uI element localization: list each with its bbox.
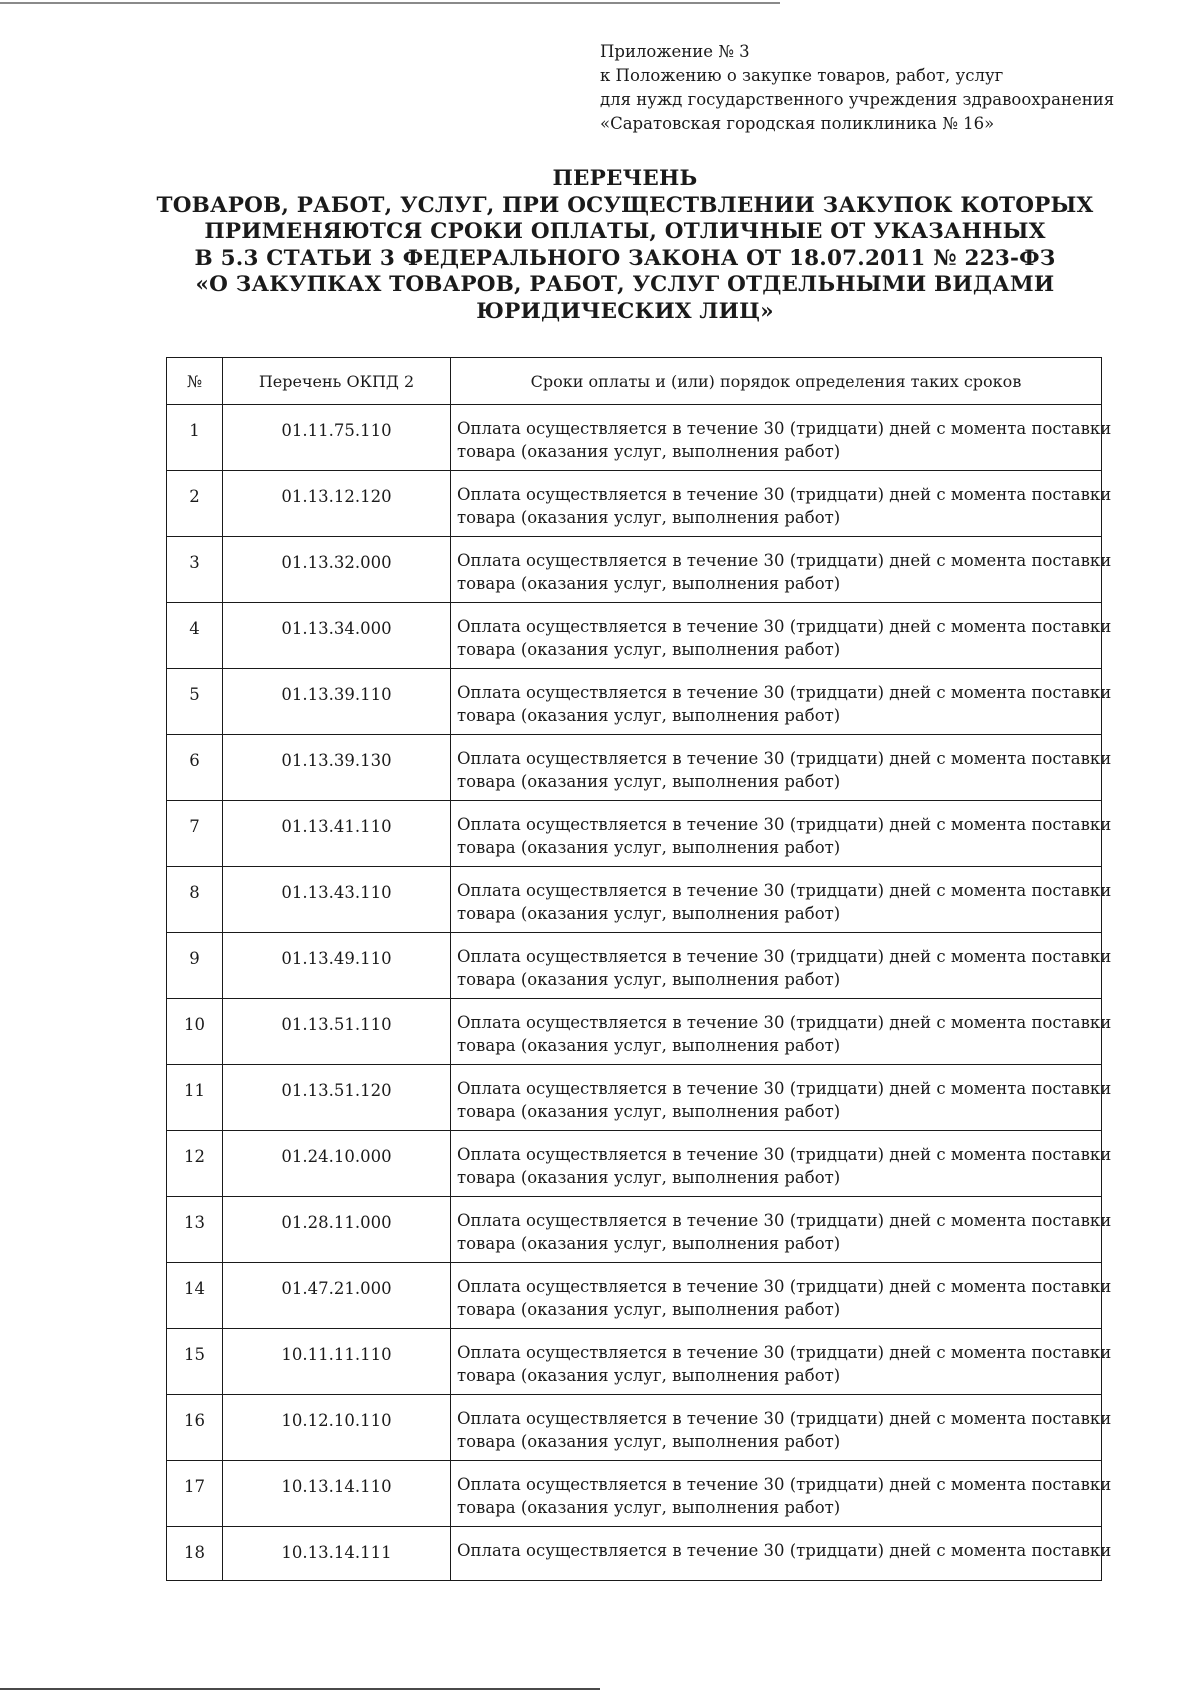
table-row [167, 1263, 1102, 1329]
payment-terms-line: Оплата осуществляется в течение 30 (тридцати) дней с момента поставки [457, 617, 1112, 636]
header-number: № [167, 358, 223, 405]
payment-terms-line: Оплата осуществляется в течение 30 (тридцати) дней с момента поставки [457, 947, 1112, 966]
row-number: 4 [167, 603, 223, 669]
payment-terms-line: Оплата осуществляется в течение 30 (тридцати) дней с момента поставки [457, 1409, 1112, 1428]
payment-terms-line: товара (оказания услуг, выполнения работ) [457, 772, 841, 791]
table-row [167, 1197, 1102, 1263]
payment-terms [451, 933, 1112, 999]
okpd-code: 01.13.34.000 [223, 603, 451, 669]
table-row [167, 867, 1102, 933]
appendix-line: к Положению о закупке товаров, работ, услуг [600, 66, 1004, 85]
okpd-code: 01.13.51.110 [223, 999, 451, 1065]
okpd-code: 01.13.41.110 [223, 801, 451, 867]
table-row [167, 1065, 1102, 1131]
payment-terms-line: Оплата осуществляется в течение 30 (тридцати) дней с момента поставки [457, 419, 1112, 438]
payment-terms-line: Оплата осуществляется в течение 30 (тридцати) дней с момента поставки [457, 683, 1112, 702]
payment-terms-line: товара (оказания услуг, выполнения работ) [457, 508, 841, 527]
payment-terms [451, 735, 1112, 801]
payment-terms-line: Оплата осуществляется в течение 30 (тридцати) дней с момента поставки [457, 815, 1112, 834]
table-header-row [167, 358, 1102, 405]
table-row [167, 669, 1102, 735]
okpd-code: 01.47.21.000 [223, 1263, 451, 1329]
table-body [167, 405, 1112, 1581]
table-row [167, 1461, 1102, 1527]
appendix-line: «Саратовская городская поликлиника № 16» [600, 114, 995, 133]
payment-terms [451, 1197, 1112, 1263]
appendix-line: для нужд государственного учреждения здравоохранения [600, 90, 1115, 109]
payment-terms-line: товара (оказания услуг, выполнения работ) [457, 442, 841, 461]
okpd-code: 10.13.14.111 [223, 1527, 451, 1581]
table-row [167, 1131, 1102, 1197]
title-line: ПЕРЕЧЕНЬ [552, 166, 698, 191]
payment-terms-line: Оплата осуществляется в течение 30 (тридцати) дней с момента поставки [457, 1277, 1112, 1296]
payment-terms-line: Оплата осуществляется в течение 30 (тридцати) дней с момента поставки [457, 1145, 1112, 1164]
document-title [150, 166, 1100, 325]
payment-terms-line: товара (оказания услуг, выполнения работ) [457, 1168, 841, 1187]
table-row [167, 1395, 1102, 1461]
row-number: 11 [167, 1065, 223, 1131]
row-number: 8 [167, 867, 223, 933]
title-line: В 5.3 СТАТЬИ 3 ФЕДЕРАЛЬНОГО ЗАКОНА ОТ 18.07.2011 № 223-ФЗ [194, 245, 1056, 271]
row-number: 2 [167, 471, 223, 537]
payment-terms-line: Оплата осуществляется в течение 30 (тридцати) дней с момента поставки [457, 881, 1112, 900]
okpd-code: 01.13.43.110 [223, 867, 451, 933]
payment-terms [451, 999, 1112, 1065]
okpd-code: 01.13.39.130 [223, 735, 451, 801]
table-row [167, 735, 1102, 801]
payment-terms-line: товара (оказания услуг, выполнения работ) [457, 1036, 841, 1055]
payment-terms [451, 1329, 1112, 1395]
header-okpd-code: Перечень ОКПД 2 [223, 358, 451, 405]
payment-terms-line: товара (оказания услуг, выполнения работ) [457, 904, 841, 923]
okpd-code: 01.28.11.000 [223, 1197, 451, 1263]
payment-terms [451, 471, 1112, 537]
payment-terms-line: товара (оказания услуг, выполнения работ) [457, 970, 841, 989]
payment-terms-line: Оплата осуществляется в течение 30 (тридцати) дней с момента поставки [457, 1475, 1112, 1494]
payment-terms [451, 801, 1112, 867]
okpd-code: 01.13.39.110 [223, 669, 451, 735]
row-number: 3 [167, 537, 223, 603]
okpd-table [166, 357, 1112, 1581]
row-number: 9 [167, 933, 223, 999]
okpd-code: 01.13.51.120 [223, 1065, 451, 1131]
payment-terms [451, 867, 1112, 933]
row-number: 15 [167, 1329, 223, 1395]
row-number: 1 [167, 405, 223, 471]
row-number: 6 [167, 735, 223, 801]
payment-terms-line: товара (оказания услуг, выполнения работ) [457, 640, 841, 659]
table-row [167, 405, 1102, 471]
okpd-code: 01.13.12.120 [223, 471, 451, 537]
payment-terms-line: товара (оказания услуг, выполнения работ) [457, 838, 841, 857]
table-row [167, 537, 1102, 603]
okpd-code: 10.12.10.110 [223, 1395, 451, 1461]
title-line: ТОВАРОВ, РАБОТ, УСЛУГ, ПРИ ОСУЩЕСТВЛЕНИИ ЗАКУПОК КОТОРЫХ [156, 192, 1094, 218]
title-line: ЮРИДИЧЕСКИХ ЛИЦ» [476, 298, 774, 324]
appendix-line: Приложение № 3 [600, 42, 750, 61]
payment-terms [451, 405, 1112, 471]
row-number: 13 [167, 1197, 223, 1263]
payment-terms [451, 1527, 1112, 1581]
okpd-code: 01.13.32.000 [223, 537, 451, 603]
payment-terms-line: товара (оказания услуг, выполнения работ) [457, 1102, 841, 1121]
payment-terms-line: Оплата осуществляется в течение 30 (тридцати) дней с момента поставки [457, 749, 1112, 768]
okpd-code: 10.13.14.110 [223, 1461, 451, 1527]
title-line: «О ЗАКУПКАХ ТОВАРОВ, РАБОТ, УСЛУГ ОТДЕЛЬНЫМИ ВИДАМИ [195, 272, 1055, 297]
payment-terms [451, 603, 1112, 669]
payment-terms-line: Оплата осуществляется в течение 30 (тридцати) дней с момента поставки [457, 551, 1112, 570]
table-row [167, 471, 1102, 537]
payment-terms [451, 669, 1112, 735]
table-row [167, 1527, 1102, 1581]
payment-terms [451, 1131, 1112, 1197]
payment-terms [451, 1263, 1112, 1329]
table-row [167, 603, 1102, 669]
row-number: 14 [167, 1263, 223, 1329]
payment-terms-line: товара (оказания услуг, выполнения работ) [457, 1300, 841, 1319]
okpd-code: 01.11.75.110 [223, 405, 451, 471]
payment-terms-line: Оплата осуществляется в течение 30 (тридцати) дней с момента поставки [457, 1343, 1112, 1362]
header-payment-terms: Сроки оплаты и (или) порядок определения таких сроков [451, 358, 1102, 405]
table-row [167, 1329, 1102, 1395]
row-number: 17 [167, 1461, 223, 1527]
row-number: 7 [167, 801, 223, 867]
table-row [167, 801, 1102, 867]
okpd-code: 01.24.10.000 [223, 1131, 451, 1197]
payment-terms-line: Оплата осуществляется в течение 30 (тридцати) дней с момента поставки [457, 1013, 1112, 1032]
payment-terms-line: Оплата осуществляется в течение 30 (тридцати) дней с момента поставки [457, 1079, 1112, 1098]
row-number: 5 [167, 669, 223, 735]
okpd-code: 10.11.11.110 [223, 1329, 451, 1395]
payment-terms [451, 1395, 1112, 1461]
payment-terms-line: товара (оказания услуг, выполнения работ) [457, 1498, 841, 1517]
row-number: 16 [167, 1395, 223, 1461]
payment-terms-line: товара (оказания услуг, выполнения работ) [457, 1366, 841, 1385]
scan-edge-bottom [0, 1688, 600, 1690]
payment-terms [451, 1065, 1112, 1131]
payment-terms [451, 1461, 1112, 1527]
title-line: ПРИМЕНЯЮТСЯ СРОКИ ОПЛАТЫ, ОТЛИЧНЫЕ ОТ УКАЗАННЫХ [204, 219, 1046, 244]
payment-terms-line: товара (оказания услуг, выполнения работ) [457, 706, 841, 725]
payment-terms-line: товара (оказания услуг, выполнения работ) [457, 1432, 841, 1451]
okpd-code: 01.13.49.110 [223, 933, 451, 999]
payment-terms-line: товара (оказания услуг, выполнения работ) [457, 574, 841, 593]
payment-terms-line: Оплата осуществляется в течение 30 (тридцати) дней с момента поставки [457, 485, 1112, 504]
appendix-note [600, 40, 1160, 136]
row-number: 18 [167, 1527, 223, 1581]
payment-terms-line: Оплата осуществляется в течение 30 (тридцати) дней с момента поставки [457, 1211, 1112, 1230]
payment-terms-line: товара (оказания услуг, выполнения работ) [457, 1234, 841, 1253]
row-number: 12 [167, 1131, 223, 1197]
table-row [167, 933, 1102, 999]
scan-edge-top [0, 2, 780, 4]
table-row [167, 999, 1102, 1065]
row-number: 10 [167, 999, 223, 1065]
payment-terms [451, 537, 1112, 603]
payment-terms-line: Оплата осуществляется в течение 30 (тридцати) дней с момента поставки [457, 1541, 1112, 1560]
